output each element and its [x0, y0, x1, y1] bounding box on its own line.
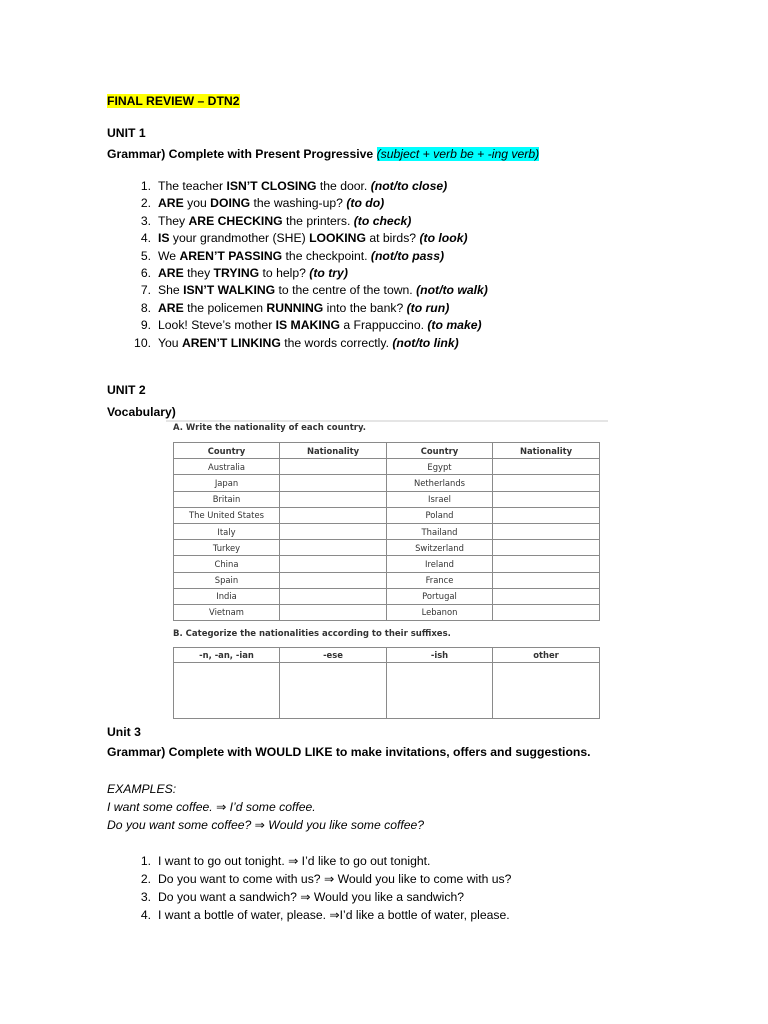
answer-text: AREN’T LINKING: [181, 335, 281, 350]
answer-text: IS: [158, 231, 170, 246]
nationality-answer-cell[interactable]: [280, 556, 387, 572]
header-nationality-1: Nationality: [280, 443, 387, 459]
list-item: [107, 248, 444, 264]
country-cell: The United States: [174, 507, 280, 523]
nationality-answer-cell[interactable]: [280, 491, 387, 507]
country-cell: Israel: [387, 491, 493, 507]
list-item-text: [158, 195, 384, 211]
nationality-worksheet: [166, 420, 608, 722]
document-title: [107, 93, 240, 109]
answer-text: ISN’T CLOSING: [226, 179, 317, 193]
sentence-text: They: [158, 213, 189, 228]
list-item-text: [158, 265, 348, 281]
list-item-text: [158, 282, 488, 298]
unit2-heading: UNIT 2: [107, 383, 146, 397]
list-item-number: 3.: [140, 213, 151, 228]
country-cell: Switzerland: [387, 540, 493, 556]
sentence-text: The teacher: [158, 179, 227, 193]
example-line: Do you want some coffee? ⇒ Would you like some coffee?: [107, 818, 425, 832]
unit3-heading: Unit 3: [107, 725, 141, 739]
sentence-text: the washing-up?: [250, 196, 347, 211]
table-row: [174, 507, 600, 523]
list-item: [107, 178, 447, 194]
country-cell: Ireland: [387, 556, 493, 572]
sentence-text: the policemen: [183, 300, 267, 315]
country-cell: France: [387, 572, 493, 588]
header-country-1: Country: [174, 443, 280, 459]
nationality-table: [173, 442, 600, 621]
answer-text: ARE: [158, 266, 184, 280]
suffix-header-other: other: [493, 648, 600, 663]
answer-text: RUNNING: [266, 300, 324, 315]
verb-hint: (not/to link): [392, 335, 459, 350]
sentence-text: to help?: [259, 266, 310, 280]
list-item: [107, 871, 511, 887]
answer-text: TRYING: [213, 266, 260, 280]
example-line: I want some coffee. ⇒ I’d some coffee.: [107, 800, 316, 814]
nationality-answer-cell[interactable]: [280, 475, 387, 491]
list-item: [107, 335, 459, 351]
sentence-text: to the centre of the town.: [275, 283, 417, 298]
list-item-number: 10.: [134, 335, 151, 350]
answer-text: ISN’T WALKING: [183, 283, 276, 298]
table-row: [174, 459, 600, 475]
unit1-instruction-text: Grammar) Complete with Present Progressive: [107, 147, 377, 161]
unit1-heading: UNIT 1: [107, 126, 146, 140]
list-item-text: [158, 178, 447, 194]
unit2-subheading: Vocabulary): [107, 405, 176, 419]
answer-text: ARE CHECKING: [188, 213, 283, 228]
suffix-answer-row: [174, 663, 600, 719]
country-cell: Egypt: [387, 459, 493, 475]
country-cell: Netherlands: [387, 475, 493, 491]
nationality-answer-cell[interactable]: [280, 459, 387, 475]
header-country-2: Country: [387, 443, 493, 459]
verb-hint: (to check): [353, 213, 412, 228]
list-item-number: 2.: [140, 196, 151, 211]
country-cell: Australia: [174, 459, 280, 475]
suffix-header-ian: -n, -an, -ian: [174, 648, 280, 663]
nationality-answer-cell[interactable]: [493, 523, 600, 539]
verb-hint: (not/to close): [370, 179, 448, 193]
table-row: [174, 523, 600, 539]
nationality-answer-cell[interactable]: [493, 588, 600, 604]
list-item-text: [158, 248, 444, 264]
list-item: [107, 853, 430, 869]
country-cell: Portugal: [387, 588, 493, 604]
answer-text: ARE: [158, 300, 184, 315]
verb-hint: (to make): [427, 318, 482, 333]
list-item-text: [158, 300, 449, 316]
list-item-number: 3.: [140, 890, 151, 904]
part-a-title: A. Write the nationality of each country.: [173, 423, 366, 433]
nationality-answer-cell[interactable]: [493, 540, 600, 556]
nationality-answer-cell[interactable]: [493, 556, 600, 572]
country-cell: India: [174, 588, 280, 604]
suffix-answer-cell[interactable]: [174, 663, 280, 719]
list-item-text: Do you want a sandwich? ⇒ Would you like a sandwich?: [158, 890, 465, 904]
nationality-answer-cell[interactable]: [493, 507, 600, 523]
list-item-number: 4.: [140, 231, 151, 246]
nationality-answer-cell[interactable]: [280, 604, 387, 620]
list-item-number: 9.: [140, 318, 151, 333]
sentence-text: you: [183, 196, 211, 211]
answer-text: DOING: [210, 196, 251, 211]
list-item-text: I want to go out tonight. ⇒ I’d like to go out tonight.: [158, 854, 431, 868]
list-item: [107, 230, 468, 246]
country-cell: Thailand: [387, 523, 493, 539]
table-row: [174, 475, 600, 491]
table-row: [174, 572, 600, 588]
list-item-text: I want a bottle of water, please. ⇒I’d like a bottle of water, please.: [158, 908, 510, 922]
sentence-text: the door.: [316, 179, 371, 193]
sentence-text: the printers.: [282, 213, 354, 228]
sentence-text: into the bank?: [323, 300, 407, 315]
sentence-text: We: [158, 248, 180, 263]
nationality-answer-cell[interactable]: [280, 523, 387, 539]
suffix-header-ese: -ese: [280, 648, 387, 663]
suffix-answer-cell[interactable]: [493, 663, 600, 719]
country-cell: Lebanon: [387, 604, 493, 620]
table-row: [174, 604, 600, 620]
list-item-number: 7.: [140, 283, 151, 298]
list-item-number: 4.: [140, 908, 151, 922]
country-cell: Italy: [174, 523, 280, 539]
country-cell: Poland: [387, 507, 493, 523]
answer-text: AREN’T PASSING: [179, 248, 283, 263]
list-item: [107, 265, 348, 281]
list-item-number: 1.: [140, 854, 151, 868]
verb-hint: (to run): [406, 300, 450, 315]
part-b-title: B. Categorize the nationalities according to their suffixes.: [173, 629, 451, 639]
suffix-header-row: [174, 648, 600, 663]
unit1-formula: (subject + verb be + -ing verb): [376, 147, 540, 161]
sentence-text: Look! Steve’s mother: [158, 318, 276, 333]
country-cell: Japan: [174, 475, 280, 491]
nationality-answer-cell[interactable]: [280, 540, 387, 556]
sentence-text: at birds?: [365, 231, 420, 246]
list-item-text: Do you want to come with us? ⇒ Would you like to come with us?: [158, 872, 512, 886]
verb-hint: (to try): [309, 266, 348, 280]
country-cell: China: [174, 556, 280, 572]
list-item: [107, 213, 411, 229]
answer-text: ARE: [158, 196, 184, 211]
list-item-text: [158, 230, 468, 246]
examples-label: EXAMPLES:: [107, 782, 177, 796]
list-item-text: [158, 335, 459, 351]
table-row: [174, 491, 600, 507]
sentence-text: your grandmother (SHE): [169, 231, 310, 246]
list-item: [107, 300, 449, 316]
sentence-text: the checkpoint.: [282, 248, 371, 263]
verb-hint: (not/to pass): [370, 248, 445, 263]
verb-hint: (to look): [419, 231, 468, 246]
sentence-text: the words correctly.: [280, 335, 393, 350]
worksheet-divider: [166, 420, 608, 422]
verb-hint: (to do): [346, 196, 385, 211]
nationality-answer-cell[interactable]: [493, 475, 600, 491]
suffix-answer-cell[interactable]: [387, 663, 493, 719]
country-cell: Britain: [174, 491, 280, 507]
sentence-text: they: [183, 266, 214, 280]
nationality-answer-cell[interactable]: [493, 604, 600, 620]
table-header-row: [174, 443, 600, 459]
suffix-table: [173, 647, 600, 719]
answer-text: IS MAKING: [275, 318, 340, 333]
list-item: [107, 889, 464, 905]
table-row: [174, 556, 600, 572]
list-item-text: [158, 317, 482, 333]
list-item-text: [158, 213, 411, 229]
unit1-instruction: [107, 146, 539, 162]
title-highlight: FINAL REVIEW – DTN2: [107, 94, 240, 108]
list-item-number: 2.: [140, 872, 151, 886]
header-nationality-2: Nationality: [493, 443, 600, 459]
list-item: [107, 195, 384, 211]
verb-hint: (not/to walk): [416, 283, 488, 298]
nationality-answer-cell[interactable]: [280, 507, 387, 523]
list-item-number: 1.: [140, 179, 151, 193]
country-cell: Turkey: [174, 540, 280, 556]
sentence-text: She: [158, 283, 184, 298]
nationality-answer-cell[interactable]: [280, 588, 387, 604]
list-item: [107, 907, 510, 923]
list-item: [107, 282, 488, 298]
list-item-number: 8.: [140, 300, 151, 315]
suffix-header-ish: -ish: [387, 648, 493, 663]
list-item-number: 6.: [140, 266, 151, 280]
nationality-answer-cell[interactable]: [493, 459, 600, 475]
nationality-answer-cell[interactable]: [280, 572, 387, 588]
country-cell: Spain: [174, 572, 280, 588]
list-item-number: 5.: [140, 248, 151, 263]
unit3-instruction: Grammar) Complete with WOULD LIKE to make invitations, offers and suggestions.: [107, 745, 591, 759]
answer-text: LOOKING: [309, 231, 366, 246]
nationality-answer-cell[interactable]: [493, 572, 600, 588]
sentence-text: a Frappuccino.: [339, 318, 428, 333]
suffix-answer-cell[interactable]: [280, 663, 387, 719]
table-row: [174, 588, 600, 604]
country-cell: Vietnam: [174, 604, 280, 620]
list-item: [107, 317, 482, 333]
nationality-answer-cell[interactable]: [493, 491, 600, 507]
sentence-text: You: [158, 335, 182, 350]
table-row: [174, 540, 600, 556]
